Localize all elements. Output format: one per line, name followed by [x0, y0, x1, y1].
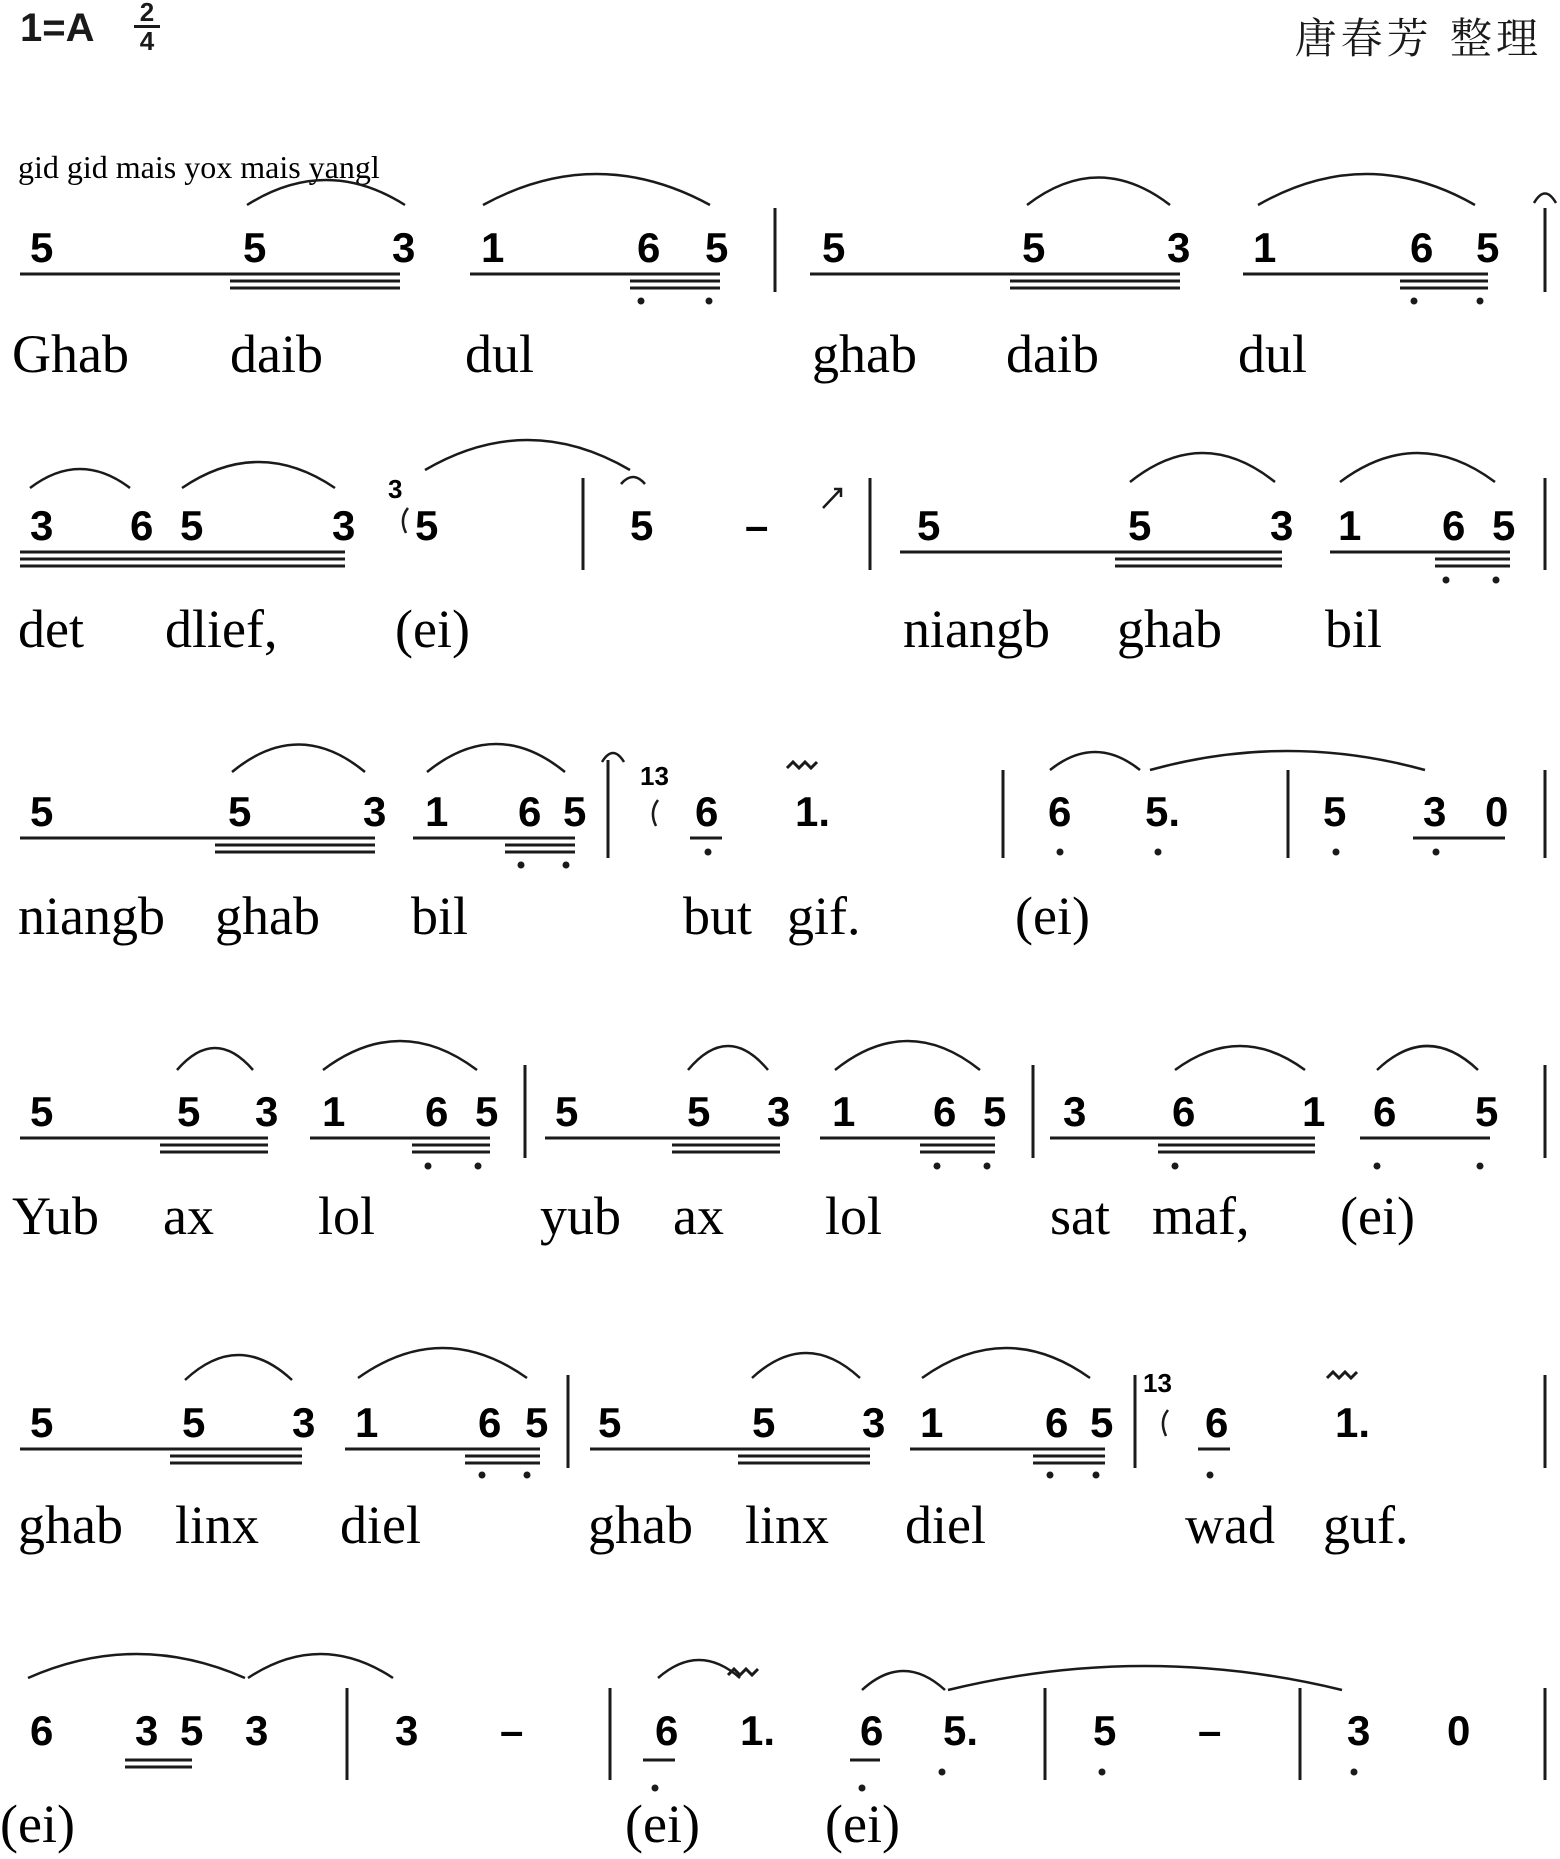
lyric: yub — [540, 1186, 621, 1246]
slur-arc — [688, 1046, 768, 1070]
note: 1. — [740, 1707, 776, 1754]
lyric: daib — [230, 324, 323, 384]
note: 6 — [1172, 1088, 1196, 1135]
grace-note: 13 — [1143, 1368, 1172, 1398]
lyric: dlief, — [165, 599, 278, 659]
note: 6 — [860, 1707, 884, 1754]
lyric: gif. — [787, 886, 861, 946]
note: 5 — [917, 502, 941, 549]
slur-arc — [185, 1355, 292, 1380]
slur-arc — [658, 1660, 740, 1678]
time-signature: 2 4 — [134, 0, 160, 53]
note: 6 — [695, 788, 719, 835]
note: 3 — [767, 1088, 791, 1135]
octave-dot — [1443, 577, 1450, 584]
slur-arc — [182, 462, 335, 488]
key-signature: 1=A — [20, 6, 95, 50]
octave-dot — [705, 849, 712, 856]
note: 5 — [630, 502, 654, 549]
note: 5 — [180, 502, 204, 549]
grace-hook — [653, 800, 658, 826]
slur-arc — [248, 1654, 393, 1678]
octave-dot — [1433, 849, 1440, 856]
note: 3 — [392, 224, 416, 271]
lyric: lol — [825, 1186, 883, 1246]
slur-arc — [425, 440, 630, 470]
octave-dot — [1493, 577, 1500, 584]
octave-dot — [425, 1163, 432, 1170]
lyric: ax — [163, 1186, 214, 1246]
lyric: but — [683, 886, 753, 946]
slur-arc — [28, 1654, 245, 1678]
slur-arc — [232, 745, 365, 773]
note: 3 — [1347, 1707, 1371, 1754]
lyric: ghab — [588, 1495, 693, 1555]
lyric: Yub — [12, 1186, 100, 1246]
slur-arc — [30, 469, 130, 488]
octave-dot — [1047, 1472, 1054, 1479]
note: 5 — [752, 1399, 776, 1446]
slur-arc — [1258, 174, 1475, 205]
slur-arc — [1130, 453, 1275, 482]
note: 5 — [180, 1707, 204, 1754]
note: 3 — [245, 1707, 269, 1754]
note: 6 — [1410, 224, 1434, 271]
note: 5 — [475, 1088, 499, 1135]
lyric: ghab — [1117, 599, 1222, 659]
lyric: sat — [1050, 1186, 1110, 1246]
note: 3 — [1270, 502, 1294, 549]
octave-dot — [652, 1785, 659, 1792]
grace-hook — [1163, 1410, 1168, 1436]
note: 1 — [1253, 224, 1277, 271]
note: – — [1198, 1707, 1222, 1754]
lyric: dul — [465, 324, 535, 384]
note: 3 — [135, 1707, 159, 1754]
note: 0 — [1485, 788, 1509, 835]
note: 3 — [1167, 224, 1191, 271]
note: 6 — [130, 502, 154, 549]
note: 1 — [355, 1399, 379, 1446]
octave-dot — [1374, 1163, 1381, 1170]
mordent — [787, 762, 817, 768]
lyric: (ei) — [395, 599, 470, 659]
lyric: Ghab — [12, 324, 129, 384]
note: 5 — [228, 788, 252, 835]
note: 6 — [1048, 788, 1072, 835]
lyric: ghab — [18, 1495, 123, 1555]
octave-dot — [1093, 1472, 1100, 1479]
slur-arc — [427, 744, 565, 772]
slur-arc — [752, 1353, 860, 1378]
note: 1 — [1302, 1088, 1326, 1135]
lyric: (ei) — [625, 1794, 700, 1854]
note: 5 — [243, 224, 267, 271]
note: 5 — [983, 1088, 1007, 1135]
note: 5. — [1145, 788, 1181, 835]
note: 1. — [795, 788, 831, 835]
octave-dot — [1099, 1769, 1106, 1776]
octave-dot — [524, 1472, 531, 1479]
note: 5 — [822, 224, 846, 271]
note: 3 — [255, 1088, 279, 1135]
lyric: ghab — [215, 886, 320, 946]
note: 5 — [705, 224, 729, 271]
grace-note: 3 — [388, 474, 403, 504]
note: 3 — [862, 1399, 886, 1446]
octave-dot — [1333, 849, 1340, 856]
octave-dot — [1411, 298, 1418, 305]
note: 5 — [177, 1088, 201, 1135]
lyric: bil — [1325, 599, 1383, 659]
note: 3 — [292, 1399, 316, 1446]
note: 1 — [920, 1399, 944, 1446]
octave-dot — [706, 298, 713, 305]
note: 5 — [1476, 224, 1500, 271]
note: 5 — [30, 1399, 54, 1446]
note: 3 — [395, 1707, 419, 1754]
note: 6 — [933, 1088, 957, 1135]
note: 6 — [1373, 1088, 1397, 1135]
note: 5 — [687, 1088, 711, 1135]
intro-text: gid gid mais yox mais yangl — [18, 149, 380, 185]
lyric: (ei) — [1340, 1186, 1415, 1246]
note: 6 — [1045, 1399, 1069, 1446]
slur-arc — [1377, 1046, 1478, 1070]
note: – — [500, 1707, 524, 1754]
octave-dot — [1351, 1769, 1358, 1776]
octave-dot — [518, 862, 525, 869]
slur-arc — [1050, 752, 1140, 770]
slur-arc — [1340, 453, 1495, 482]
lyric: lol — [318, 1186, 376, 1246]
lyric: bil — [411, 886, 469, 946]
octave-dot — [1172, 1163, 1179, 1170]
breath-arrow — [823, 489, 841, 508]
octave-dot — [984, 1163, 991, 1170]
note: 5 — [1128, 502, 1152, 549]
octave-dot — [563, 862, 570, 869]
lyric: niangb — [903, 599, 1050, 659]
lyric: (ei) — [825, 1794, 900, 1854]
lyric: dul — [1238, 324, 1308, 384]
octave-dot — [859, 1785, 866, 1792]
note: 3 — [363, 788, 387, 835]
octave-dot — [1057, 849, 1064, 856]
lyric: wad — [1185, 1495, 1275, 1555]
slur-arc — [177, 1048, 253, 1070]
note: 0 — [1447, 1707, 1471, 1754]
lyric: (ei) — [1015, 886, 1090, 946]
slur-arc — [1027, 178, 1170, 206]
octave-dot — [939, 1769, 946, 1776]
lyric: (ei) — [0, 1794, 75, 1854]
octave-dot — [1477, 1163, 1484, 1170]
note: 6 — [478, 1399, 502, 1446]
note: 5 — [1022, 224, 1046, 271]
grace-hook — [403, 508, 408, 533]
note: 6 — [30, 1707, 54, 1754]
note: 5 — [30, 224, 54, 271]
slur-arc — [483, 174, 710, 205]
note: – — [745, 502, 769, 549]
grace-note: 13 — [640, 761, 669, 791]
note: 5 — [182, 1399, 206, 1446]
fermata — [602, 753, 624, 762]
note: 1 — [322, 1088, 346, 1135]
note: 6 — [425, 1088, 449, 1135]
slur-arc — [948, 1666, 1342, 1690]
note: 5 — [563, 788, 587, 835]
slur-arc — [922, 1348, 1090, 1378]
note: 6 — [1205, 1399, 1229, 1446]
lyric: ax — [673, 1186, 724, 1246]
fermata — [621, 477, 645, 484]
note: 6 — [1442, 502, 1466, 549]
lyric: diel — [905, 1495, 986, 1555]
lyric: linx — [745, 1495, 830, 1555]
note: 1 — [832, 1088, 856, 1135]
note: 3 — [1063, 1088, 1087, 1135]
note: 6 — [637, 224, 661, 271]
lyric: daib — [1006, 324, 1099, 384]
note: 5. — [943, 1707, 979, 1754]
note: 5 — [30, 1088, 54, 1135]
octave-dot — [1207, 1472, 1214, 1479]
lyric: linx — [175, 1495, 260, 1555]
note: 5 — [598, 1399, 622, 1446]
octave-dot — [934, 1163, 941, 1170]
note: 5 — [30, 788, 54, 835]
lyric: guf. — [1323, 1495, 1409, 1555]
octave-dot — [1155, 849, 1162, 856]
slur-arc — [1150, 751, 1425, 770]
lyric: diel — [340, 1495, 421, 1555]
slur-arc — [1175, 1046, 1305, 1070]
lyric: niangb — [18, 886, 165, 946]
note: 5 — [1475, 1088, 1499, 1135]
note: 1 — [425, 788, 449, 835]
note: 1 — [1338, 502, 1362, 549]
slur-arc — [862, 1671, 945, 1690]
note: 5 — [525, 1399, 549, 1446]
note: 5 — [415, 502, 439, 549]
note: 6 — [518, 788, 542, 835]
slur-arc — [358, 1348, 527, 1378]
note: 5 — [555, 1088, 579, 1135]
slur-arc — [323, 1041, 477, 1070]
octave-dot — [475, 1163, 482, 1170]
note: 1. — [1335, 1399, 1371, 1446]
mordent — [1327, 1372, 1357, 1378]
note: 1 — [481, 224, 505, 271]
note: 5 — [1090, 1399, 1114, 1446]
fermata — [1534, 194, 1556, 204]
arranger-credit: 唐春芳 整理 — [1294, 14, 1542, 63]
slur-arc — [835, 1041, 980, 1070]
note: 5 — [1093, 1707, 1117, 1754]
octave-dot — [1477, 298, 1484, 305]
mordent — [728, 1669, 758, 1675]
note: 6 — [655, 1707, 679, 1754]
lyric: det — [18, 599, 84, 659]
note: 5 — [1492, 502, 1516, 549]
lyric: ghab — [812, 324, 917, 384]
note: 3 — [1423, 788, 1447, 835]
octave-dot — [638, 298, 645, 305]
octave-dot — [479, 1472, 486, 1479]
note: 3 — [332, 502, 356, 549]
note: 3 — [30, 502, 54, 549]
note: 5 — [1323, 788, 1347, 835]
lyric: maf, — [1152, 1186, 1250, 1246]
